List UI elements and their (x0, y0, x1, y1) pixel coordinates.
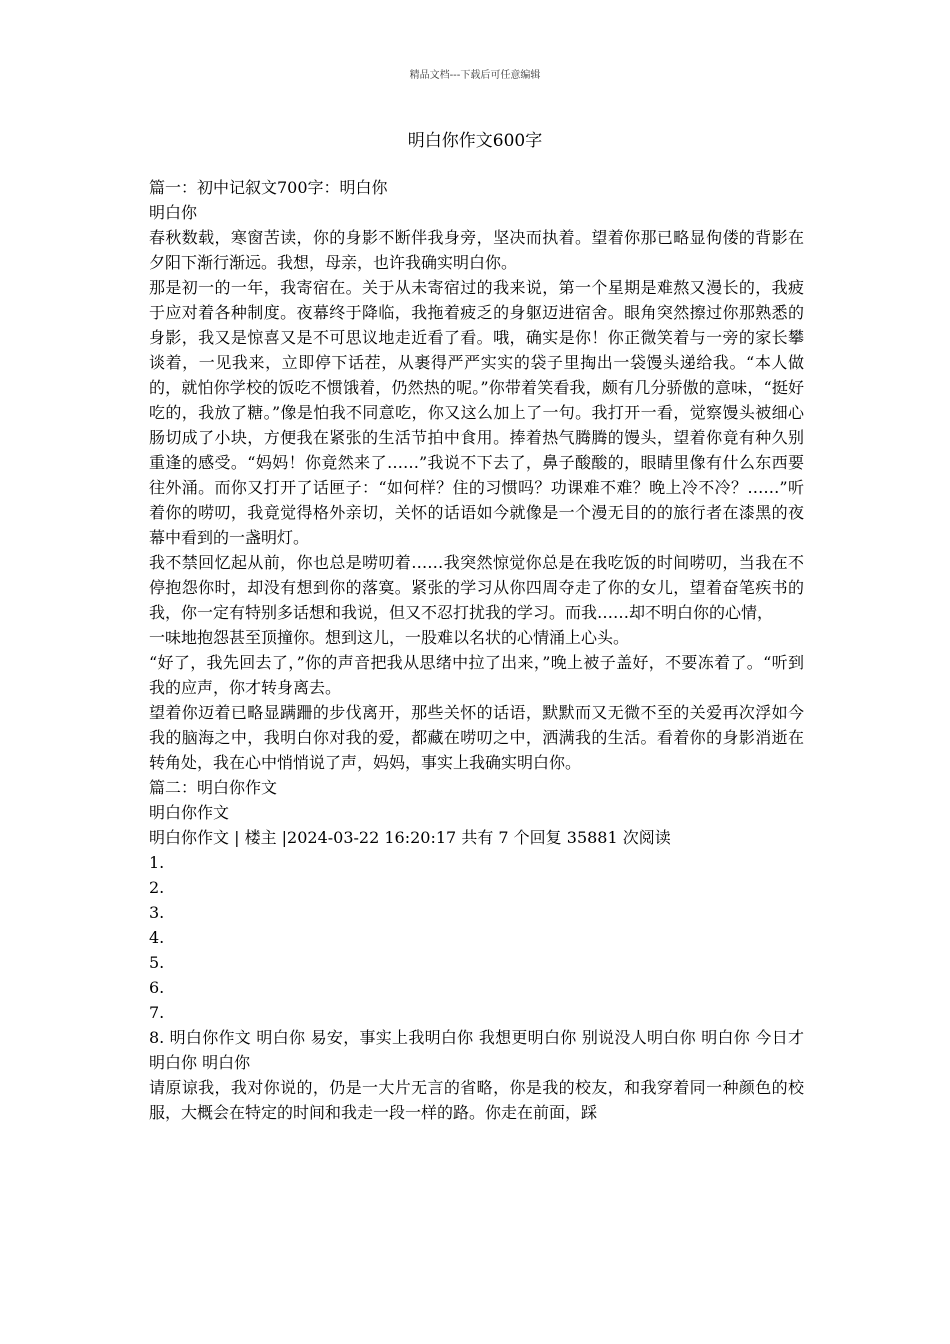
paragraph: 明白你作文 | 楼主 |2024-03-22 16:20:17 共有 7 个回复 35881 次阅读 (149, 828, 671, 847)
paragraph: 明白你作文 (149, 803, 230, 822)
paragraph: 请原谅我，我对你说的，仍是一大片无言的省略，你是我的校友，和我穿着同一种颜色的校服，大概会在特定的时间和我走一段一样的路。你走在前面，踩 (149, 1078, 804, 1122)
paragraph: 一味地抱怨甚至顶撞你。想到这儿，一股难以名状的心情涌上心头。 (149, 628, 630, 647)
list-item: 2. (149, 878, 165, 897)
page-header: 精品文档---下载后可任意编辑 (409, 70, 541, 81)
paragraph: “好了，我先回去了，”你的声音把我从思绪中拉了出来，”晚上被子盖好，不要冻着了。“听到我的应声，你才转身离去。 (149, 653, 804, 697)
list-item: 7. (149, 1003, 165, 1022)
paragraph: 望着你迈着已略显蹒跚的步伐离开，那些关怀的话语，默默而又无微不至的关爱再次浮如今我的脑海之中，我明白你对我的爱，都藏在唠叨之中，洒满我的生活。看着你的身影消逝在转角处，我在心中悄悄说了声，妈妈，事实上我确实明白你。 (149, 703, 804, 772)
paragraph: 篇二：明白你作文 (149, 778, 278, 797)
list-item: 3. (149, 903, 165, 922)
paragraph: 那是初一的一年，我寄宿在。关于从未寄宿过的我来说，第一个星期是难熬又漫长的，我疲于应对着各种制度。夜幕终于降临，我拖着疲乏的身躯迈进宿舍。眼角突然擦过你那熟悉的身影，我又是惊喜又是不可思议地走近看了看。哦，确实是你！你正微笑着与一旁的家长攀谈着，一见我来，立即停下话茬，从裹得严严实实的袋子里掏出一袋馒头递给我。“本人做的，就怕你学校的饭吃不惯饿着，仍然热的呢。”你带着笑看我，颇有几分骄傲的意味，“挺好吃的，我放了糖。”像是怕我不同意吃，你又这么加上了一句。我打开一看，觉察馒头被细心肠切成了小块，方便我在紧张的生活节拍中食用。捧着热气腾腾的馒头，望着你竟有种久别重逢的感受。“妈妈！你竟然来了……”我说不下去了，鼻子酸酸的，眼睛里像有什么东西要往外涌。而你又打开了话匣子：“如何样？住的习惯吗？功课难不难？晚上冷不冷？……”听着你的唠叨，我竟觉得格外亲切，关怀的话语如今就像是一个漫无目的的旅行者在漆黑的夜幕中看到的一盏明灯。 (149, 278, 804, 547)
list-item: 5. (149, 953, 165, 972)
paragraph: 篇一：初中记叙文700字：明白你 (149, 178, 388, 197)
list-item: 1. (149, 853, 165, 872)
list-item: 4. (149, 928, 165, 947)
paragraph: 春秋数载，寒窗苦读，你的身影不断伴我身旁，坚决而执着。望着你那已略显佝偻的背影在夕阳下渐行渐远。我想，母亲，也许我确实明白你。 (149, 228, 804, 272)
paragraph: 明白你 (149, 203, 198, 222)
paragraph: 我不禁回忆起从前，你也总是唠叨着……我突然惊觉你总是在我吃饭的时间唠叨，当我在不停抱怨你时，却没有想到你的落寞。紧张的学习从你四周夺走了你的女儿，望着奋笔疾书的我，你一定有特别多话想和我说，但又不忍打扰我的学习。而我……却不明白你的心情， (149, 553, 804, 622)
list-item: 8. 明白你作文 明白你 易安，事实上我明白你 我想更明白你 别说没人明白你 明白你 今日才明白你 明白你 (149, 1028, 804, 1072)
document-body (149, 175, 804, 1125)
document-title: 明白你作文600字 (407, 131, 543, 151)
list-item: 6. (149, 978, 165, 997)
